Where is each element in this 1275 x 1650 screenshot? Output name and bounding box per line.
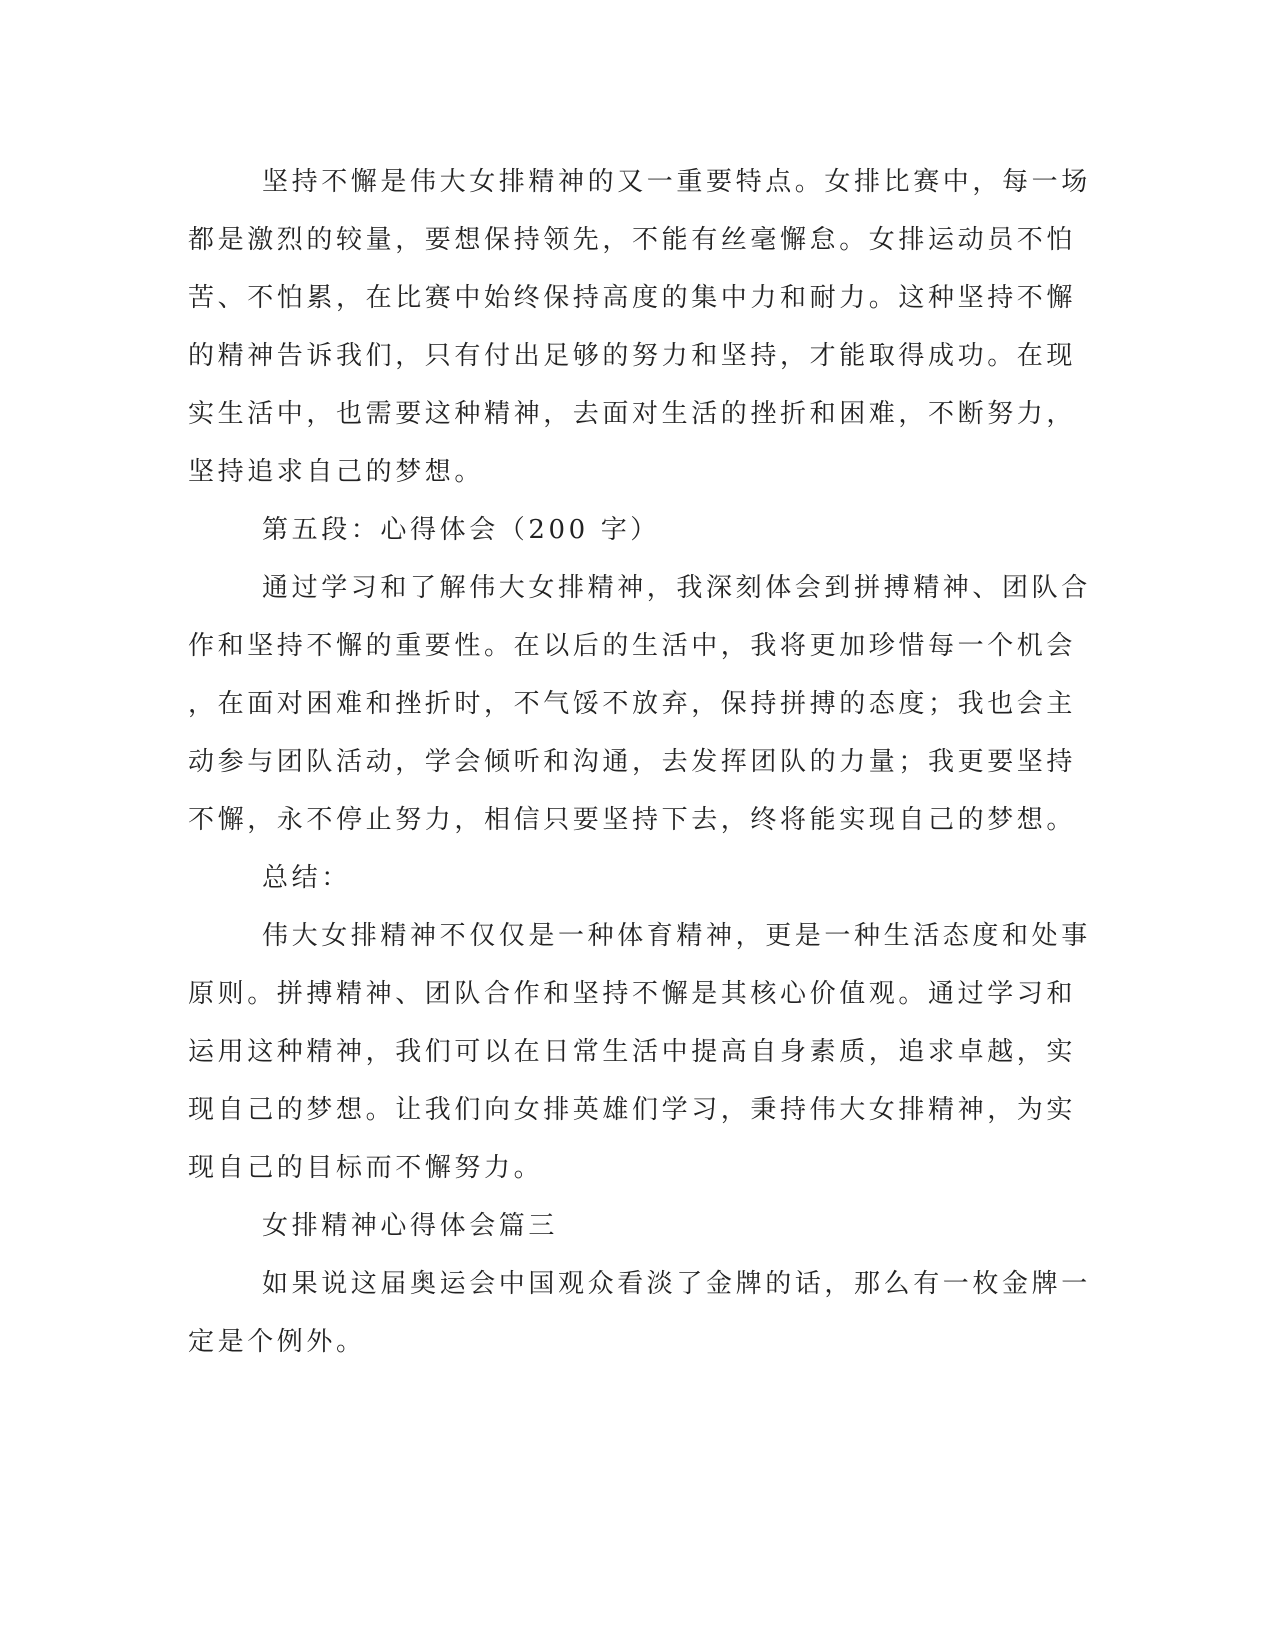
- section-heading: 第五段：心得体会（200 字）: [262, 515, 660, 545]
- text-line: 现自己的梦想。让我们向女排英雄们学习，秉持伟大女排精神，为实: [188, 1095, 1077, 1125]
- text-line: 坚持追求自己的梦想。: [188, 457, 485, 487]
- text-line: 都是激烈的较量，要想保持领先，不能有丝毫懈怠。女排运动员不怕: [188, 225, 1077, 255]
- text-line: 的精神告诉我们，只有付出足够的努力和坚持，才能取得成功。在现: [188, 341, 1077, 371]
- text-line: 坚持不懈是伟大女排精神的又一重要特点。女排比赛中，每一场: [262, 167, 1091, 197]
- text-line: 动参与团队活动，学会倾听和沟通，去发挥团队的力量；我更要坚持: [188, 747, 1077, 777]
- text-line: 实生活中，也需要这种精神，去面对生活的挫折和困难，不断努力，: [188, 399, 1077, 429]
- text-line: 作和坚持不懈的重要性。在以后的生活中，我将更加珍惜每一个机会: [188, 631, 1077, 661]
- text-line: 现自己的目标而不懈努力。: [188, 1153, 544, 1183]
- text-line: 不懈，永不停止努力，相信只要坚持下去，终将能实现自己的梦想。: [188, 805, 1077, 835]
- text-line: 如果说这届奥运会中国观众看淡了金牌的话，那么有一枚金牌一: [262, 1269, 1091, 1299]
- text-line: ，在面对困难和挫折时，不气馁不放弃，保持拼搏的态度；我也会主: [188, 689, 1077, 719]
- text-line: 运用这种精神，我们可以在日常生活中提高自身素质，追求卓越，实: [188, 1037, 1077, 1067]
- section-heading: 总结：: [262, 863, 351, 893]
- text-line: 通过学习和了解伟大女排精神，我深刻体会到拼搏精神、团队合: [262, 573, 1091, 603]
- text-line: 原则。拼搏精神、团队合作和坚持不懈是其核心价值观。通过学习和: [188, 979, 1077, 1009]
- text-line: 定是个例外。: [188, 1327, 366, 1357]
- text-line: 伟大女排精神不仅仅是一种体育精神，更是一种生活态度和处事: [262, 921, 1091, 951]
- section-heading: 女排精神心得体会篇三: [262, 1211, 559, 1241]
- text-line: 苦、不怕累，在比赛中始终保持高度的集中力和耐力。这种坚持不懈: [188, 283, 1077, 313]
